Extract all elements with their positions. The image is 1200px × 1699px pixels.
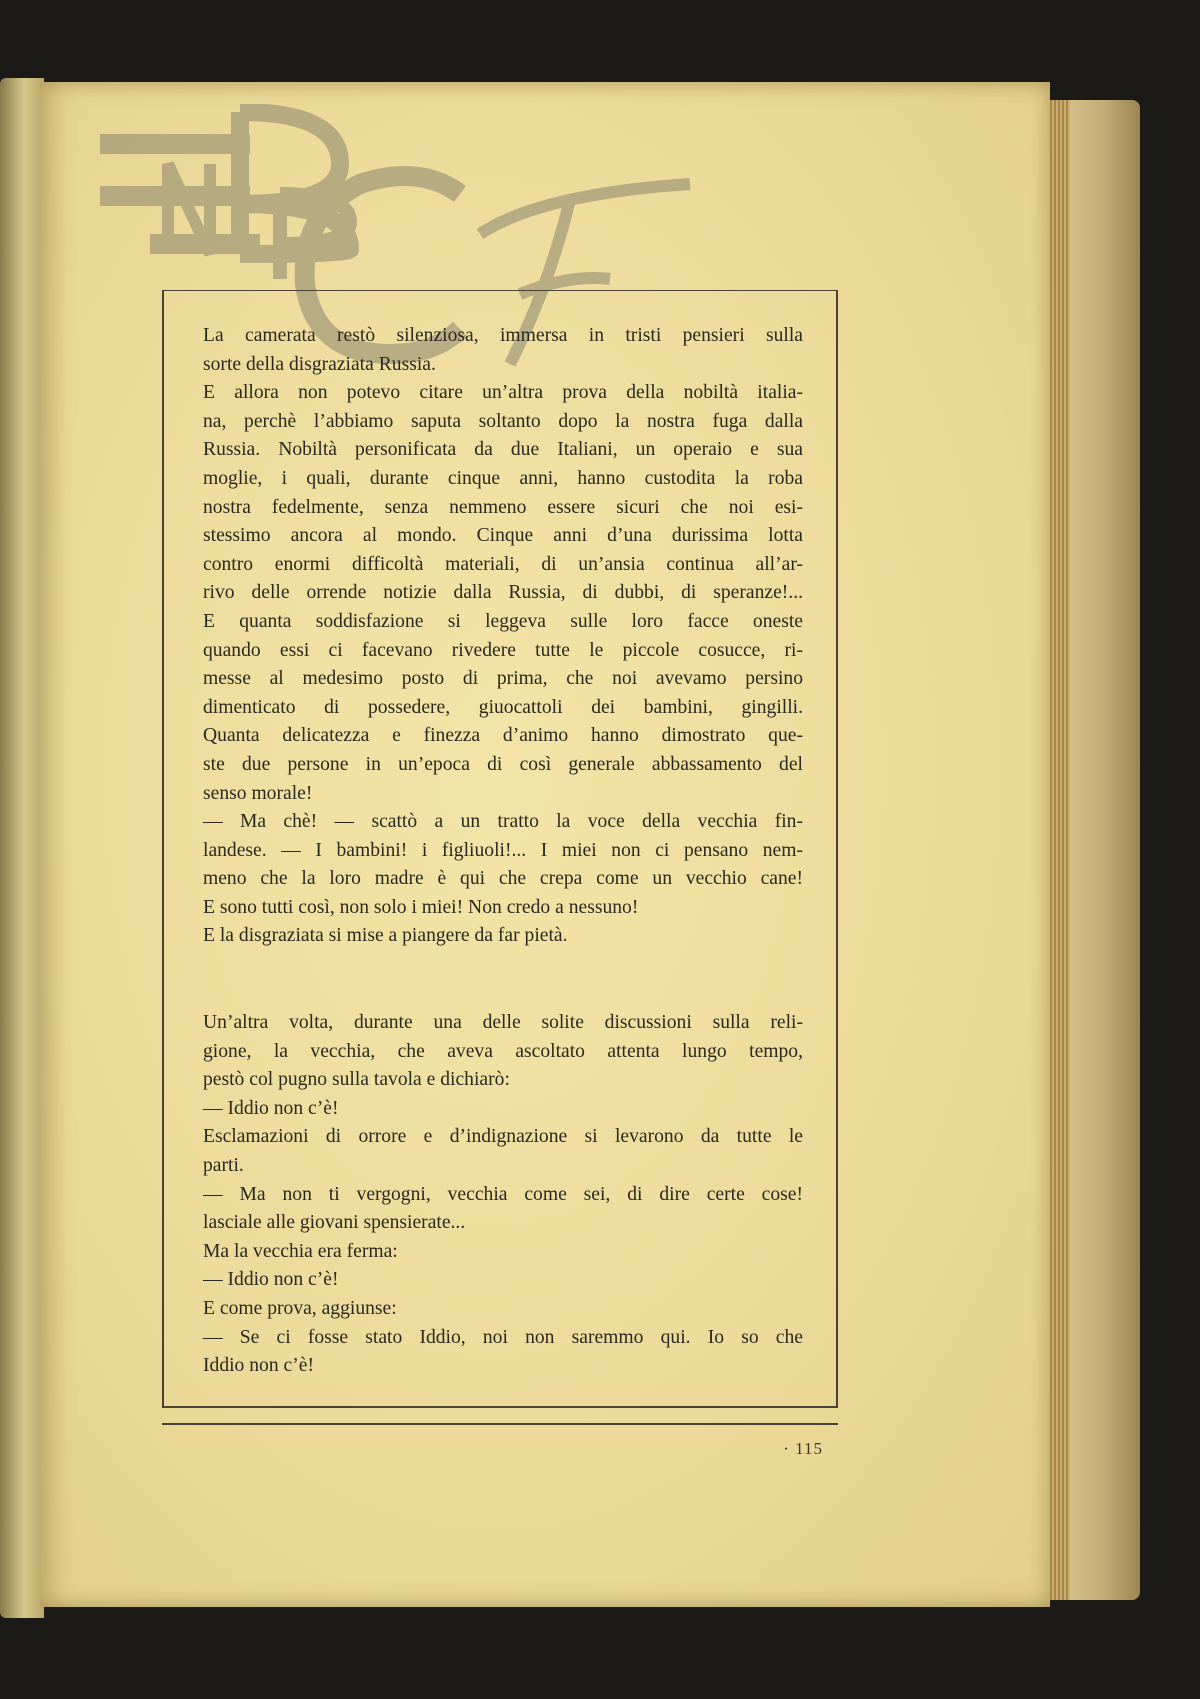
text-line: senso morale! [203, 782, 313, 804]
text-line: E quanta soddisfazione si leggeva sulle loro facce oneste [203, 610, 803, 632]
frame-bottom-rule [162, 1423, 838, 1425]
text-line: Quanta delicatezza e finezza d’animo hanno dimostrato que- [203, 725, 803, 747]
text-line: dimenticato di possedere, giuocattoli dei bambini, gingilli. [203, 696, 803, 718]
text-line: Esclamazioni di orrore e d’indignazione si levarono da tutte le [203, 1126, 803, 1148]
text-line: — Ma non ti vergogni, vecchia come sei, di dire certe cose! [203, 1183, 803, 1205]
text-line: rivo delle orrende notizie dalla Russia, di dubbi, di speranze!... [203, 582, 803, 604]
text-line: meno che la loro madre è qui che crepa come un vecchio cane! [203, 868, 803, 890]
text-line: — Ma chè! — scattò a un tratto la voce della vecchia fin- [203, 811, 803, 833]
text-line: parti. [203, 1155, 244, 1177]
text-line: ste due persone in un’epoca di così generale abbassamento del [203, 753, 803, 775]
text-line: nostra fedelmente, senza nemmeno essere sicuri che noi esi- [203, 496, 803, 518]
paragraph-2 [203, 1009, 803, 1381]
text-line: quando essi ci facevano rivedere tutte le piccole cosucce, ri- [203, 639, 803, 661]
text-line: stessimo ancora al mondo. Cinque anni d’una durissima lotta [203, 525, 803, 547]
page-number: · 115 [783, 1439, 823, 1458]
body-text [203, 322, 803, 1381]
text-line: — Se ci fosse stato Iddio, noi non saremmo qui. Io so che [203, 1326, 803, 1348]
section-gap [203, 951, 803, 1009]
text-line: landese. — I bambini! i figliuoli!... I miei non ci pensano nem- [203, 839, 803, 861]
text-line: na, perchè l’abbiamo saputa soltanto dopo la nostra fuga dalla [203, 410, 803, 432]
text-line: lasciale alle giovani spensierate... [203, 1212, 466, 1234]
text-line: La camerata restò silenziosa, immersa in tristi pensieri sulla [203, 325, 803, 346]
text-line: E allora non potevo citare un’altra prova della nobiltà italia- [203, 382, 803, 404]
text-line: moglie, i quali, durante cinque anni, hanno custodita la roba [203, 467, 803, 489]
text-line: sorte della disgraziata Russia. [203, 353, 436, 375]
text-line: contro enormi difficoltà materiali, di un’ansia continua all’ar- [203, 553, 803, 575]
text-line: Ma la vecchia era ferma: [203, 1240, 398, 1262]
text-line: — Iddio non c’è! [203, 1269, 339, 1291]
text-line: Un’altra volta, durante una delle solite discussioni sulla reli- [203, 1012, 803, 1034]
paragraph-1 [203, 322, 803, 951]
text-line: E la disgraziata si mise a piangere da far pietà. [203, 925, 568, 947]
text-line: gione, la vecchia, che aveva ascoltato attenta lungo tempo, [203, 1040, 803, 1062]
text-line: — Iddio non c’è! [203, 1097, 339, 1119]
text-line: messe al medesimo posto di prima, che noi avevamo persino [203, 668, 803, 690]
book-page [40, 82, 1050, 1607]
text-line: E sono tutti così, non solo i miei! Non credo a nessuno! [203, 896, 639, 918]
text-line: pestò col pugno sulla tavola e dichiarò: [203, 1069, 510, 1091]
left-page-edge [0, 78, 44, 1618]
text-line: Russia. Nobiltà personificata da due Italiani, un operaio e sua [203, 439, 803, 461]
text-line: E come prova, aggiunse: [203, 1298, 397, 1319]
text-line: Iddio non c’è! [203, 1355, 314, 1377]
